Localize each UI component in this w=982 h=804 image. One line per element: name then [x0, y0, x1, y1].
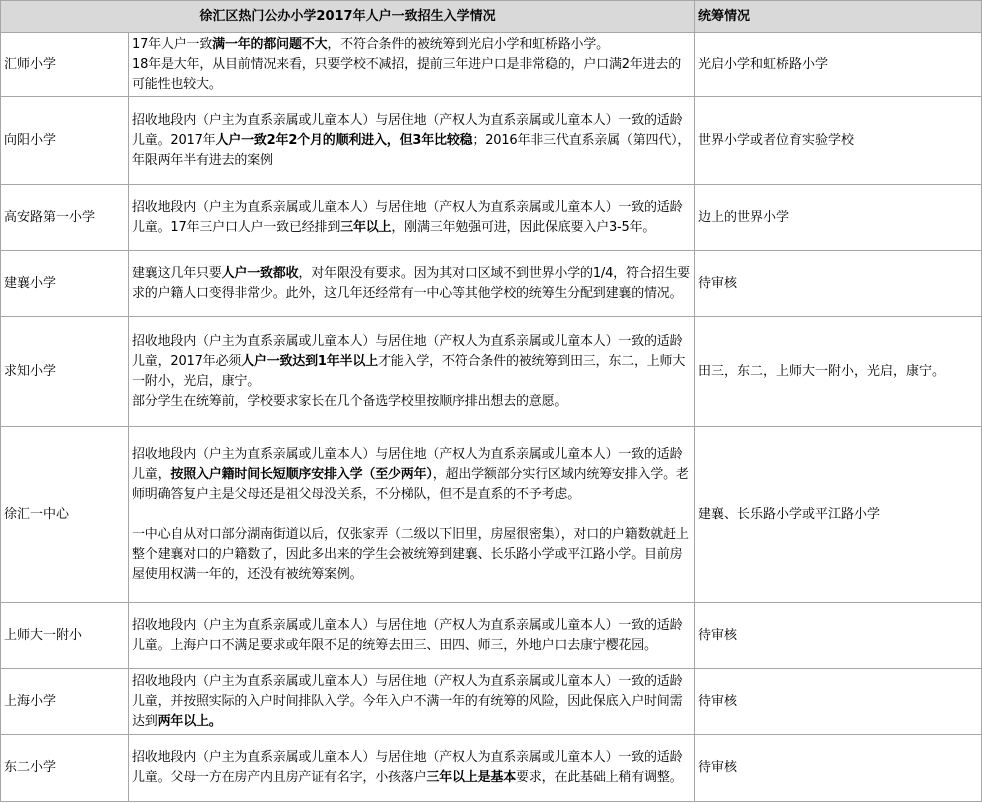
- detail-paragraph: [132, 392, 691, 412]
- arrangement-cell[interactable]: 田三，东二，上师大一附小，光启，康宁。: [695, 317, 982, 427]
- table-title-cell[interactable]: 徐汇区热门公办小学2017年人户一致招生入学情况: [1, 1, 695, 33]
- emphasis-text: 人户一致2年2个月的顺利进入，但3年比较稳: [215, 132, 473, 148]
- table-row: [1, 735, 982, 802]
- detail-text: 18年是大年，从目前情况来看，只要学校不减招，提前三年进户口是非常稳的，户口满2年进去的可能性也较大。: [132, 56, 682, 92]
- emphasis-text: 满一年的都问题不大: [212, 36, 328, 52]
- detail-text: 招收地段内（户主为直系亲属或儿童本人）与居住地（产权人为直系亲属或儿童本人）一致的适龄儿童，2017年必须: [132, 333, 683, 369]
- detail-text: ；2016年非三代直系亲属（第四代），年限两年半有进去的案例: [132, 132, 691, 168]
- detail-paragraph: [132, 198, 691, 238]
- detail-text: ，不符合条件的被统筹到光启小学和虹桥路小学。: [327, 36, 609, 52]
- school-name-cell[interactable]: 向阳小学: [1, 97, 129, 185]
- arrangement-cell[interactable]: 边上的世界小学: [695, 185, 982, 251]
- emphasis-text: 人户一致都收: [221, 265, 299, 281]
- detail-text: 要求，在此基础上稍有调整。: [516, 770, 683, 785]
- school-name-cell[interactable]: 上海小学: [1, 669, 129, 735]
- school-name-cell[interactable]: 求知小学: [1, 317, 129, 427]
- admission-detail-cell[interactable]: [129, 251, 695, 317]
- detail-text: ，超出学额部分实行区域内统筹安排入学。老师明确答复户主是父母还是祖父母没关系，不分梯队，但不是直系的不予考虑。: [132, 466, 689, 502]
- detail-text: 17年人户一致: [132, 36, 213, 52]
- school-name-cell[interactable]: 高安路第一小学: [1, 185, 129, 251]
- table-body: [1, 33, 982, 802]
- arrangement-cell[interactable]: 光启小学和虹桥路小学: [695, 33, 982, 97]
- admission-detail-cell[interactable]: [129, 427, 695, 603]
- admission-detail-cell[interactable]: [129, 33, 695, 97]
- detail-text: 招收地段内（户主为直系亲属或儿童本人）与居住地（产权人为直系亲属或儿童本人）一致的适龄儿童。父母一方在房产内且房产证有名字，小孩落户: [132, 750, 683, 785]
- detail-text: 招收地段内（户主为直系亲属或儿童本人）与居住地（产权人为直系亲属或儿童本人）一致的适龄儿童，并按照实际的入户时间排队入学。今年入户不满一年的有统筹的风险，因此保底入户时间需达到: [132, 673, 683, 729]
- detail-paragraph: [132, 264, 691, 304]
- detail-paragraph: [132, 616, 691, 656]
- detail-text: 一中心自从对口部分湖南街道以后，仅张家弄（二级以下旧里，房屋很密集），对口的户籍数就赶上整个建襄对口的户籍数了，因此多出来的学生会被统筹到建襄、长乐路小学或平江路小学。目前房屋使用权满一年的，还没有被统筹案例。: [132, 526, 689, 582]
- paragraph-spacer: [132, 505, 691, 525]
- table-row: [1, 317, 982, 427]
- detail-paragraph: [132, 672, 691, 732]
- detail-text: 招收地段内（户主为直系亲属或儿童本人）与居住地（产权人为直系亲属或儿童本人）一致的适龄儿童。上海户口不满足要求或年限不足的统筹去田三、田四、师三，外地户口去康宁樱花园。: [132, 617, 683, 653]
- detail-text: 部分学生在统筹前，学校要求家长在几个备选学校里按顺序排出想去的意愿。: [132, 393, 568, 409]
- arrangement-cell[interactable]: 建襄、长乐路小学或平江路小学: [695, 427, 982, 603]
- detail-paragraph: [132, 111, 691, 171]
- school-name-cell[interactable]: 东二小学: [1, 735, 129, 802]
- emphasis-text: 两年以上。: [157, 713, 222, 729]
- detail-text: ，刚满三年勉强可进，因此保底要入户3-5年。: [391, 219, 656, 235]
- school-name-cell[interactable]: 上师大一附小: [1, 603, 129, 669]
- emphasis-text: 三年以上: [340, 219, 392, 235]
- detail-text: 才能入学，不符合条件的被统筹到田三，东二，上师大一附小，光启，康宁。: [132, 353, 686, 389]
- admission-detail-cell[interactable]: [129, 735, 695, 802]
- detail-text: 招收地段内（户主为直系亲属或儿童本人）与居住地（产权人为直系亲属或儿童本人）一致的适龄儿童。17年三户口人户一致已经排到: [132, 199, 683, 235]
- detail-paragraph: [132, 445, 691, 505]
- admission-detail-cell[interactable]: [129, 97, 695, 185]
- table-row: [1, 427, 982, 603]
- table-row: [1, 603, 982, 669]
- arrangement-cell[interactable]: 待审核: [695, 669, 982, 735]
- detail-text: 招收地段内（户主为直系亲属或儿童本人）与居住地（产权人为直系亲属或儿童本人）一致的适龄儿童。2017年: [132, 112, 683, 148]
- detail-text: 建襄这几年只要: [132, 265, 222, 281]
- table-row: [1, 97, 982, 185]
- emphasis-text: 人户一致达到1年半以上: [241, 353, 378, 369]
- detail-paragraph: [132, 332, 691, 392]
- detail-paragraph: [132, 525, 691, 585]
- school-name-cell[interactable]: 汇师小学: [1, 33, 129, 97]
- detail-paragraph: [132, 55, 691, 95]
- arrangement-cell[interactable]: 待审核: [695, 603, 982, 669]
- arrangement-cell[interactable]: 待审核: [695, 735, 982, 802]
- school-name-cell[interactable]: 建襄小学: [1, 251, 129, 317]
- admission-detail-cell[interactable]: [129, 669, 695, 735]
- admission-detail-cell[interactable]: [129, 317, 695, 427]
- school-name-cell[interactable]: 徐汇一中心: [1, 427, 129, 603]
- table-row: [1, 33, 982, 97]
- emphasis-text: 三年以上是基本: [426, 770, 517, 785]
- admission-detail-cell[interactable]: [129, 603, 695, 669]
- detail-text: ，对年限没有要求。因为其对口区域不到世界小学的1/4，符合招生要求的户籍人口变得非常少。此外，这几年还经常有一中心等其他学校的统筹生分配到建襄的情况。: [132, 265, 690, 301]
- detail-paragraph: [132, 748, 691, 788]
- arrangement-cell[interactable]: 待审核: [695, 251, 982, 317]
- table-row: [1, 669, 982, 735]
- detail-paragraph: [132, 35, 691, 55]
- arrangement-header-cell[interactable]: 统筹情况: [695, 1, 982, 33]
- admission-detail-cell[interactable]: [129, 185, 695, 251]
- detail-text: 招收地段内（户主为直系亲属或儿童本人）与居住地（产权人为直系亲属或儿童本人）一致的适龄儿童，: [132, 446, 683, 482]
- arrangement-cell[interactable]: 世界小学或者位育实验学校: [695, 97, 982, 185]
- table-row: [1, 185, 982, 251]
- table-row: [1, 251, 982, 317]
- header-row: [1, 1, 982, 33]
- emphasis-text: 按照入户籍时间长短顺序安排入学（至少两年）: [170, 466, 433, 482]
